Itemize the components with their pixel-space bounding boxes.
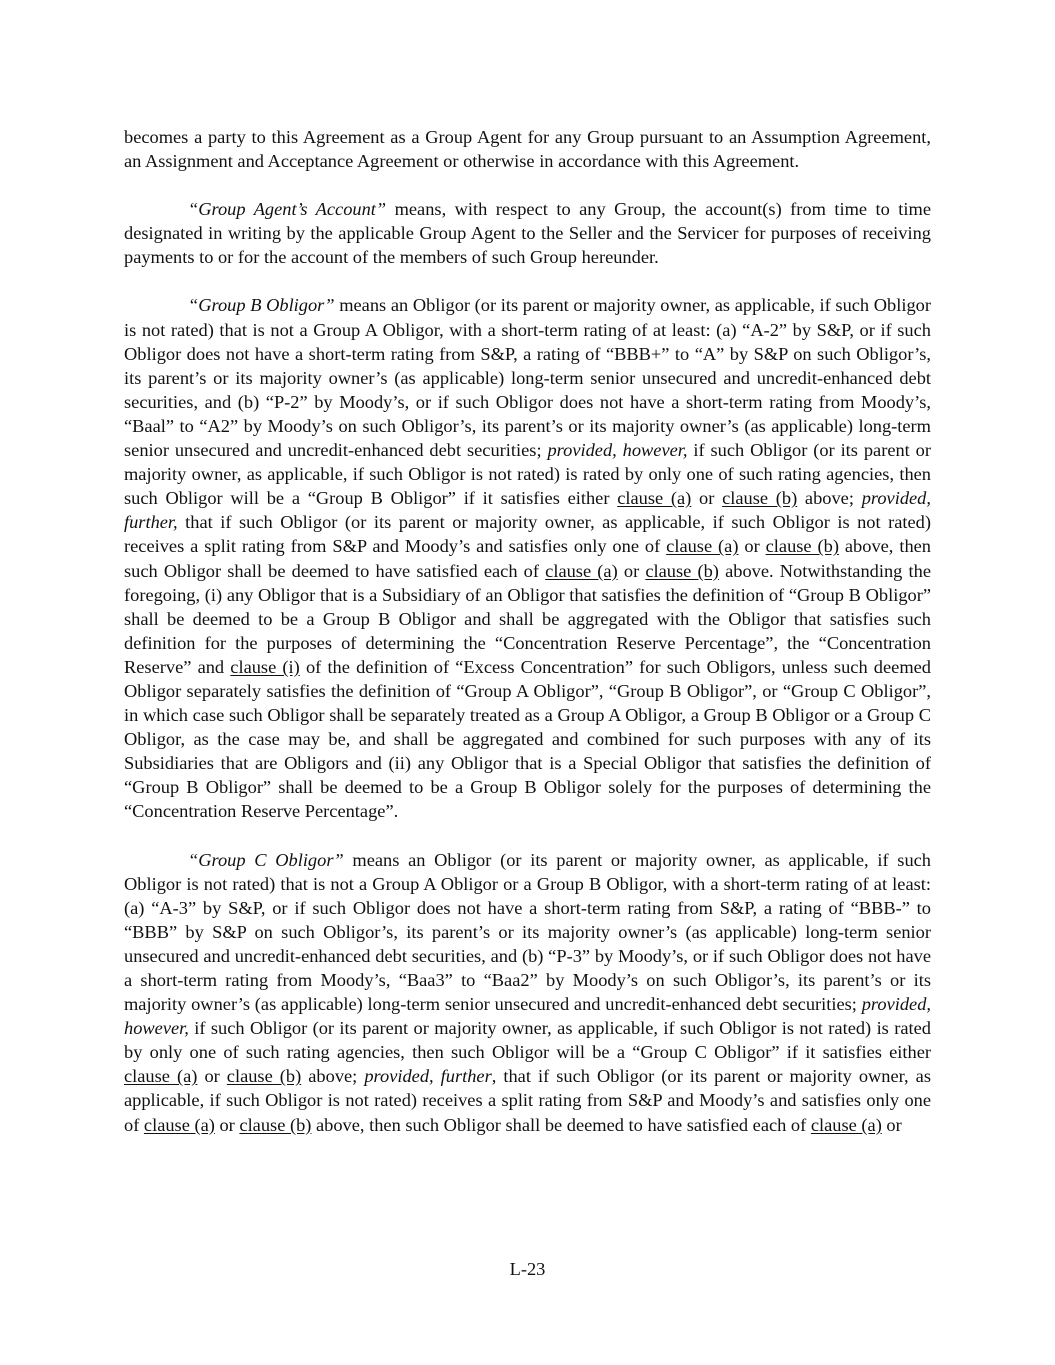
clause-reference: clause (b): [645, 560, 719, 581]
italic-phrase: provided, further: [364, 1066, 492, 1087]
defined-term: “Group C Obligor”: [188, 849, 344, 870]
text-segment: , that if such Obligor (or its parent or majority owner, as applicable, if such Obligor is not rated) receives a split rating from S&P and Moody’s and satisfies only one of: [124, 1066, 931, 1135]
clause-reference: clause (b): [722, 488, 798, 509]
clause-reference: clause (a): [666, 536, 739, 557]
clause-reference: clause (b): [226, 1066, 302, 1087]
clause-reference: clause (a): [545, 560, 618, 581]
text-segment: above;: [797, 488, 862, 509]
text-segment: above. Notwithstanding the foregoing, (i) any Obligor that is a Subsidiary of an Obligor that satisfies the definition of “Group B Obligor” shall be deemed to be a Group B Obligor and shall be aggregated with the Obligor that satisfies such definition for the purposes of determining the “Concentration Reserve Percentage”, the “Concentration Reserve” and: [124, 560, 931, 677]
text-segment: above, then such Obligor shall be deemed to have satisfied each of: [124, 536, 931, 581]
text-segment: means, with respect to any Group, the account(s) from time to time designated in writing by the applicable Group Agent to the Seller and the Servicer for purposes of receiving payments to or for the account of the members of such Group hereunder.: [124, 199, 931, 268]
text-segment: that if such Obligor (or its parent or majority owner, as applicable, if such Obligor is not rated) receives a split rating from S&P and Moody’s and satisfies only one of: [124, 512, 931, 557]
clause-reference: clause (a): [143, 1114, 215, 1135]
clause-reference: clause (a): [617, 488, 692, 509]
document-page: [124, 125, 931, 1161]
text-segment: if such Obligor (or its parent or majority owner, as applicable, if such Obligor is not rated) is rated by only one of such rating agencies, then such Obligor will be a “Group C Obligor” if it satisfies either: [124, 1018, 931, 1063]
defined-term: “Group Agent’s Account”: [188, 199, 387, 220]
text-segment: or: [197, 1066, 227, 1087]
clause-reference: clause (a): [124, 1066, 198, 1087]
definition-group-agents-account: [124, 197, 931, 269]
text-segment: or: [881, 1114, 902, 1135]
text-segment: or: [214, 1114, 240, 1135]
clause-reference: clause (i): [230, 656, 300, 677]
text-segment: of the definition of “Excess Concentration” for such Obligors, unless such deemed Obligor separately satisfies the definition of “Group A Obligor”, “Group B Obligor”, or “Group C Obligor”, in which case such Obligor shall be separately treated as a Group A Obligor, a Group B Obligor or a Group C Obligor, as the case may be, and shall be aggregated and combined for such purposes with any of its Subsidiaries that are Obligors and (ii) any Obligor that is a Special Obligor that satisfies the definition of “Group B Obligor” shall be deemed to be a Group B Obligor solely for the purposes of determining the “Concentration Reserve Percentage”.: [124, 656, 931, 822]
italic-phrase: provided, however,: [124, 994, 931, 1039]
italic-phrase: provided, further,: [124, 488, 931, 533]
text-segment: above, then such Obligor shall be deemed to have satisfied each of: [311, 1114, 811, 1135]
text-segment: means an Obligor (or its parent or majority owner, as applicable, if such Obligor is not rated) that is not a Group A Obligor or a Group B Obligor, with a short-term rating of at least: (a) “A-3” by S&P, or if such Obligor does not have a short-term rating from S&P, a rating of “BBB-” to “BBB” by S&P on such Obligor’s, its parent’s or its majority owner’s (as applicable) long-term senior unsecured and uncredit-enhanced debt securities, and (b) “P-3” by Moody’s, or if such Obligor does not have a short-term rating from Moody’s, “Baa3” to “Baa2” by Moody’s on such Obligor’s, its parent’s or its majority owner’s (as applicable) long-term senior unsecured and uncredit-enhanced debt securities;: [124, 849, 931, 1015]
text-segment: above;: [301, 1066, 365, 1087]
defined-term: “Group B Obligor”: [188, 295, 335, 316]
page-number: L-23: [509, 1259, 546, 1279]
clause-reference: clause (b): [765, 536, 839, 557]
clause-reference: clause (a): [810, 1114, 882, 1135]
text-segment: becomes a party to this Agreement as a Group Agent for any Group pursuant to an Assumption Agreement, an Assignment and Acceptance Agreement or otherwise in accordance with this Agreement.: [124, 127, 931, 172]
italic-phrase: provided, however,: [547, 440, 688, 461]
text-segment: if such Obligor (or its parent or majority owner, as applicable, if such Obligor is not rated) is rated by only one of such rating agencies, then such Obligor will be a “Group B Obligor” if it satisfies either: [124, 440, 931, 509]
clause-reference: clause (b): [239, 1114, 312, 1135]
text-segment: or: [738, 536, 766, 557]
text-segment: or: [617, 560, 646, 581]
definition-group-b-obligor: [124, 293, 931, 823]
text-segment: or: [691, 488, 723, 509]
definition-group-c-obligor: [124, 848, 931, 1137]
paragraph-group-agent-continuation: [124, 125, 931, 173]
text-segment: means an Obligor (or its parent or majority owner, as applicable, if such Obligor is not rated) that is not a Group A Obligor, with a short-term rating of at least: (a) “A-2” by S&P, or if such Obligor does not have a short-term rating from S&P, a rating of “BBB+” to “A” by S&P on such Obligor’s, its parent’s or its majority owner’s (as applicable) long-term senior unsecured and uncredit-enhanced debt securities, and (b) “P-2” by Moody’s, or if such Obligor does not have a short-term rating from Moody’s, “Baal” to “A2” by Moody’s on such Obligor’s, its parent’s or its majority owner’s (as applicable) long-term senior unsecured and uncredit-enhanced debt securities;: [124, 295, 931, 461]
